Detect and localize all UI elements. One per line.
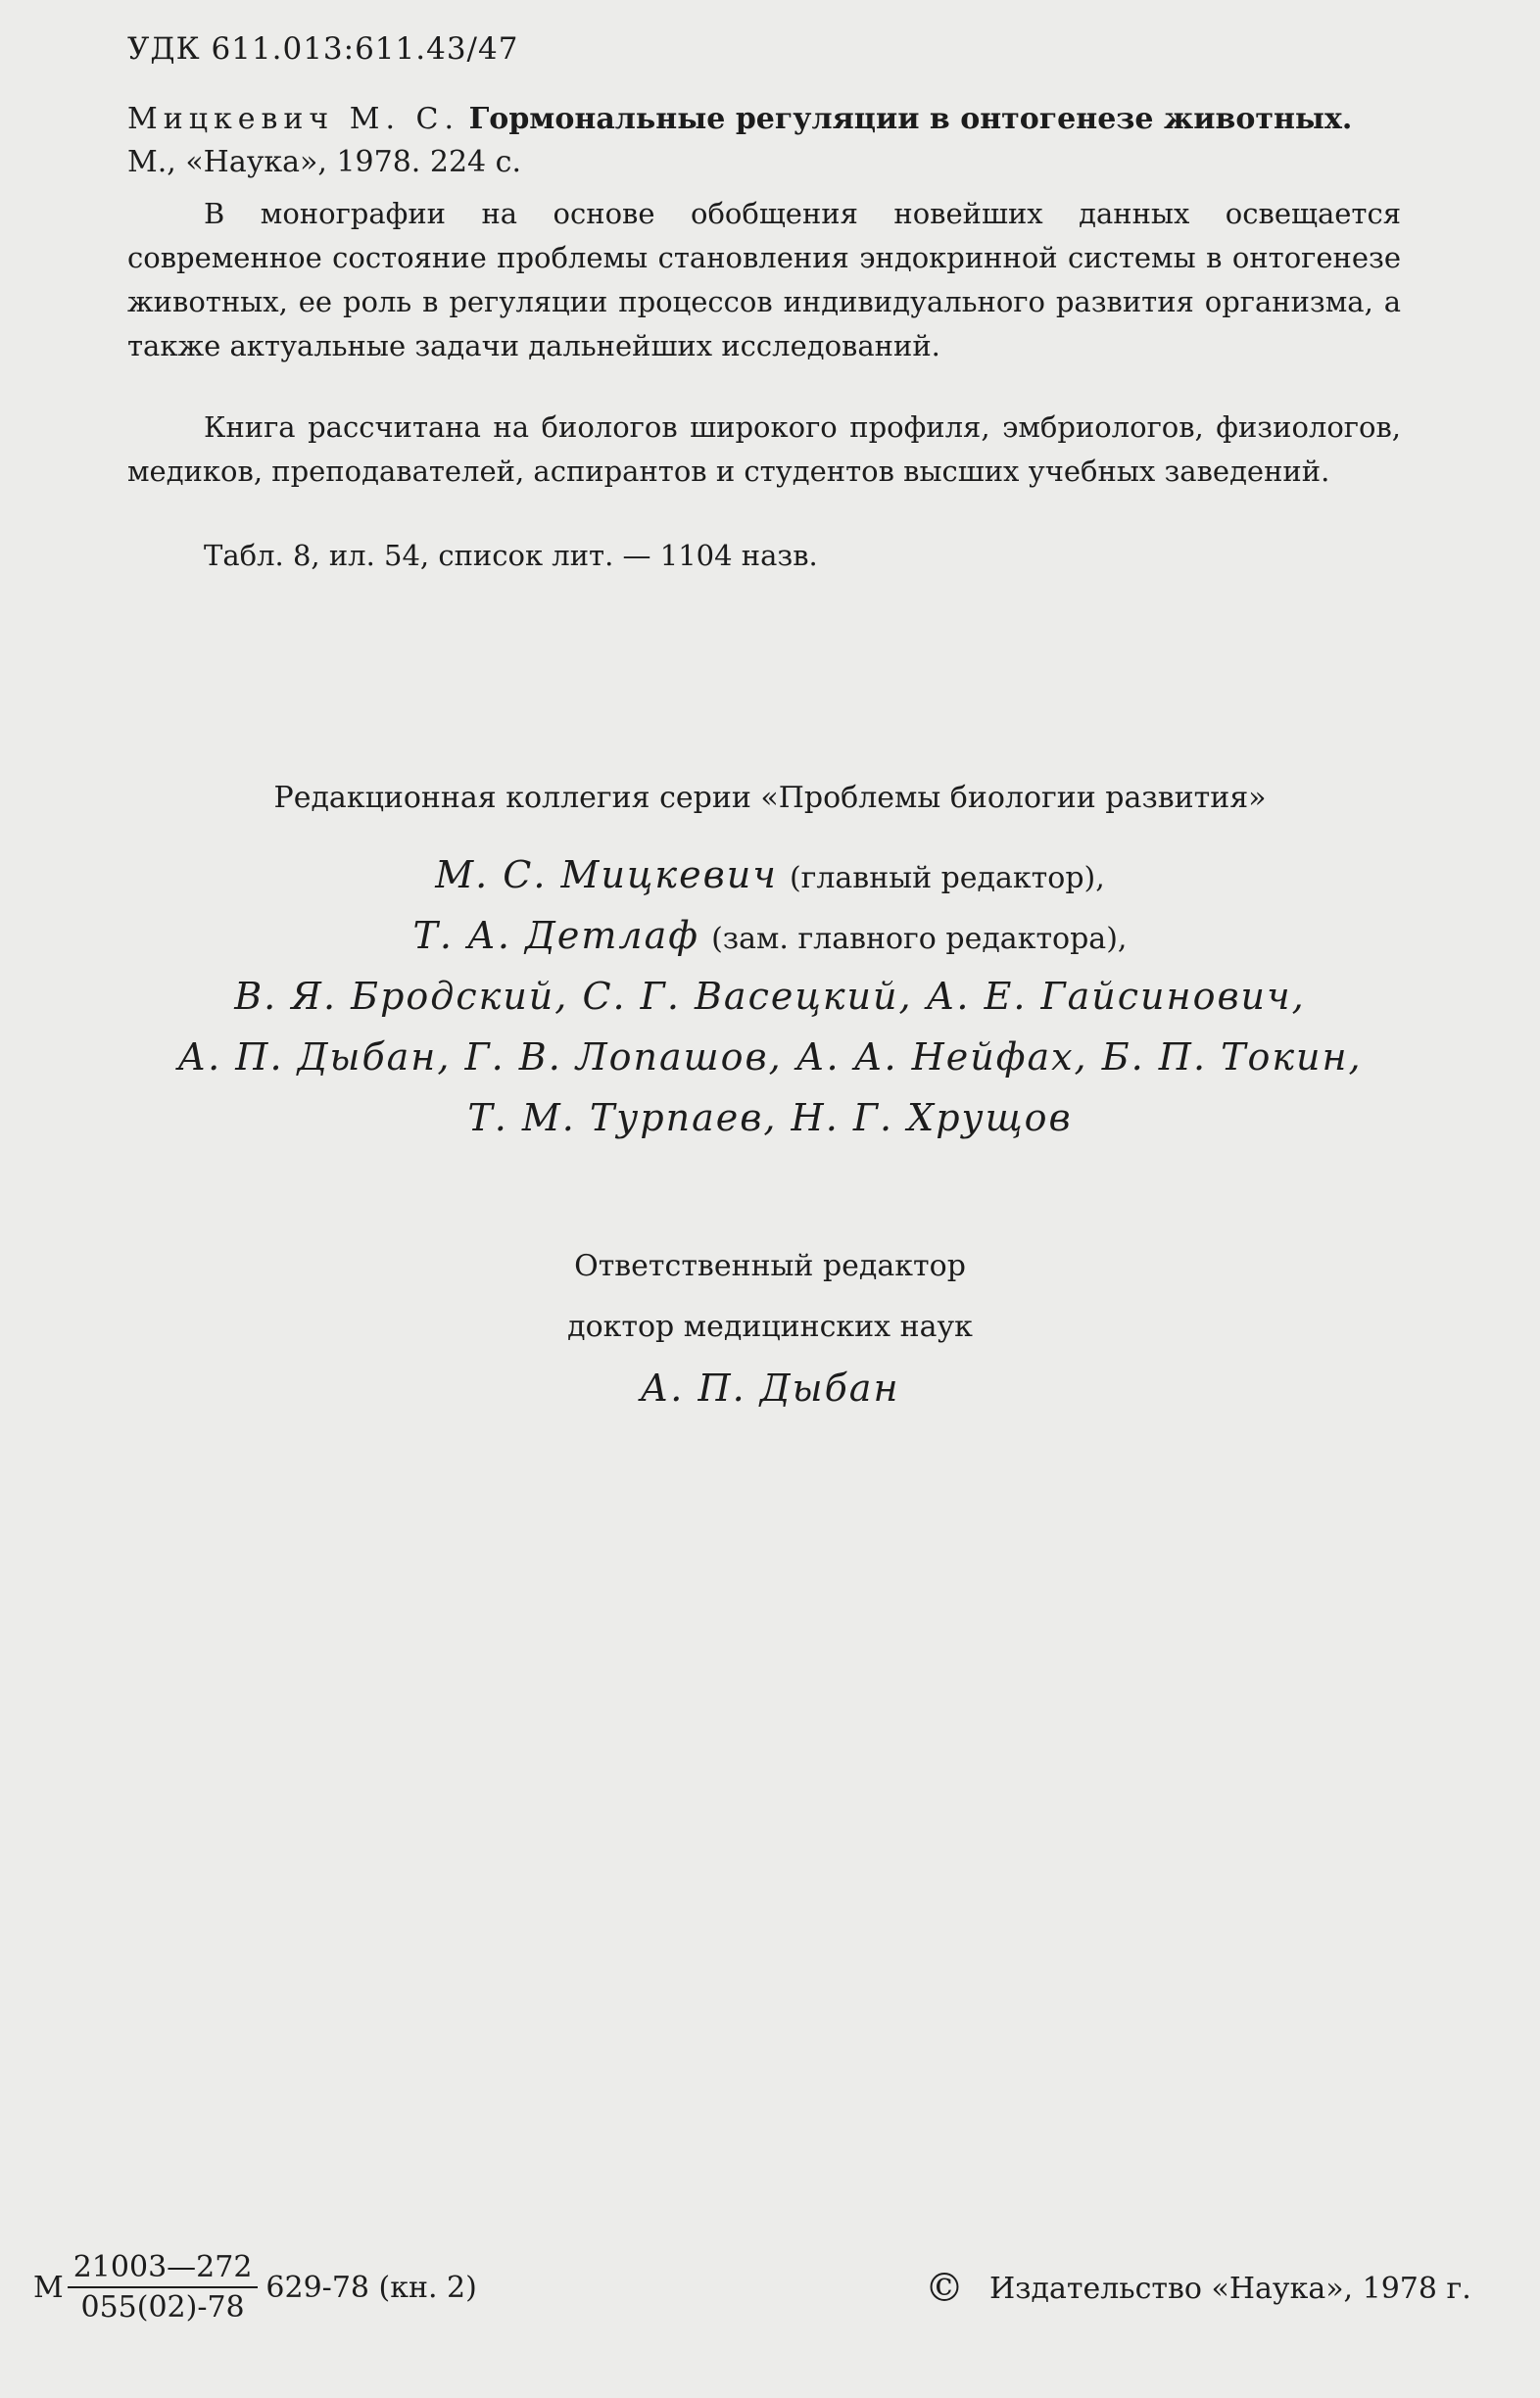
editorial-board-members	[0, 844, 1540, 1148]
code-denominator: 055(02)-78	[80, 2290, 245, 2325]
bibliographic-citation	[127, 98, 1401, 184]
code-letter: М	[33, 2270, 64, 2305]
responsible-editor-block	[0, 1236, 1540, 1418]
code-suffix: 629-78 (кн. 2)	[265, 2270, 477, 2305]
board-line-4: А. П. Дыбан, Г. В. Лопашов, А. А. Нейфах, Б. П. Токин,	[177, 1035, 1363, 1079]
board-line-5: Т. М. Турпаев, Н. Г. Хрущов	[467, 1096, 1073, 1139]
code-fraction	[68, 2250, 259, 2325]
udk-code: УДК 611.013:611.43/47	[127, 31, 519, 67]
copyright-text: Издательство «Наука», 1978 г.	[989, 2271, 1471, 2306]
board-line-3: В. Я. Бродский, С. Г. Васецкий, А. Е. Гайсинович,	[234, 975, 1306, 1018]
tables-illustrations-note: Табл. 8, ил. 54, список лит. — 1104 назв.	[204, 539, 818, 572]
board-line-2	[0, 905, 1540, 966]
code-numerator: 21003—272	[68, 2250, 259, 2288]
citation-author: Мицкевич М. С.	[127, 102, 460, 136]
citation-imprint: М., «Наука», 1978. 224 с.	[127, 145, 521, 179]
abstract-paragraph-1: В монографии на основе обобщения новейших данных освещается современное состояние проблемы становления эндокринной системы в онтогенезе животных, ее роль в регуляции процессов индивидуального развития организма, а также актуальные задачи дальнейших исследований.	[127, 197, 1401, 362]
publication-code	[33, 2243, 477, 2331]
deputy-editor-name: Т. А. Детлаф	[412, 914, 699, 957]
citation-title: Гормональные регуляции в онтогенезе животных.	[468, 102, 1353, 136]
responsible-editor-heading: Ответственный редактор	[574, 1249, 966, 1283]
abstract-paragraph-2: Книга рассчитана на биологов широкого профиля, эмбриологов, физиологов, медиков, преподавателей, аспирантов и студентов высших учебных заведений.	[127, 410, 1401, 488]
editorial-board-heading: Редакционная коллегия серии «Проблемы биологии развития»	[273, 781, 1267, 815]
chief-editor-name: М. С. Мицкевич	[435, 853, 778, 896]
copyright-icon: ©	[925, 2266, 964, 2311]
copyright-line	[925, 2266, 1471, 2311]
responsible-editor-name: А. П. Дыбан	[640, 1367, 900, 1410]
deputy-editor-role: (зам. главного редактора),	[711, 922, 1128, 956]
chief-editor-role: (главный редактор),	[789, 861, 1105, 895]
responsible-editor-degree: доктор медицинских наук	[567, 1310, 973, 1344]
board-line-1	[0, 844, 1540, 905]
